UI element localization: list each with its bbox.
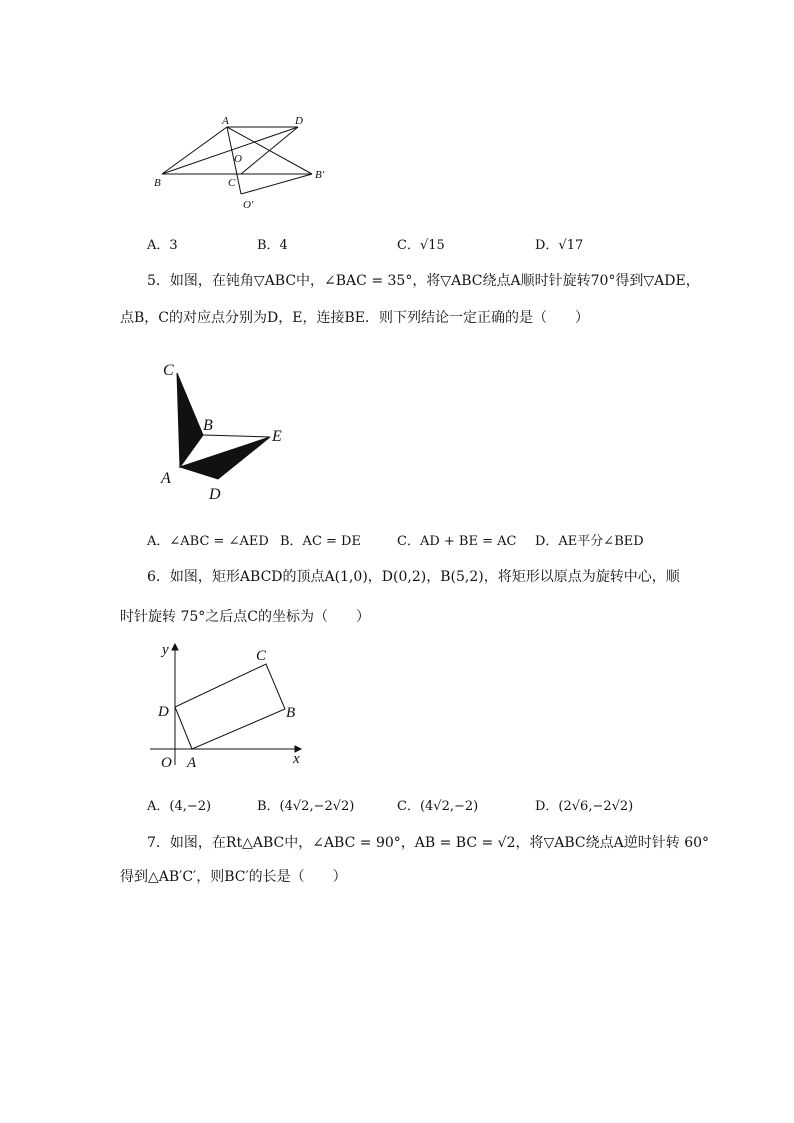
q5-label-B: B	[203, 417, 213, 434]
q6-axis-y: y	[162, 642, 169, 658]
q5-label-A: A	[161, 470, 171, 487]
q6-axis-x: x	[293, 751, 300, 767]
q5-figure	[155, 355, 295, 505]
q5-option-d: D．AE平分∠BED	[535, 534, 644, 549]
q4-label-O: O	[234, 153, 242, 165]
q5-option-a: A．∠ABC = ∠AED	[147, 534, 269, 549]
q6-label-O: O	[161, 755, 172, 770]
q6-option-a: A．(4,−2)	[147, 799, 212, 814]
q4-label-Oprime: O′	[243, 199, 254, 211]
q6-option-d: D．(2√6,−2√2)	[535, 799, 634, 814]
q6-label-C: C	[256, 648, 267, 664]
q6-label-B: B	[286, 705, 296, 721]
q7-line-1: 7．如图，在Rt△ABC中，∠ABC = 90°，AB = BC = √2，将▽ABC绕点A逆时针转 60°	[147, 835, 710, 851]
q4-option-a: A．3	[147, 238, 178, 253]
q6-line-1: 6．如图，矩形ABCD的顶点A(1,0)，D(0,2)，B(5,2)，将矩形以原点为旋转中心，顺	[147, 569, 680, 585]
q4-label-B: B	[154, 177, 161, 189]
q5-line-1: 5．如图，在钝角▽ABC中，∠BAC = 35°，将▽ABC绕点A顺时针旋转70°得到▽ADE，	[147, 273, 700, 289]
q5-option-c: C．AD + BE = AC	[397, 534, 517, 549]
q5-label-C: C	[163, 362, 174, 379]
q4-figure	[150, 110, 340, 215]
q5-line-2: 点B，C的对应点分别为D，E，连接BE．则下列结论一定正确的是（ ）	[120, 310, 589, 326]
q5-option-b: B．AC = DE	[280, 534, 361, 549]
q6-label-D: D	[158, 704, 169, 720]
q6-label-A: A	[187, 755, 197, 770]
q4-label-A: A	[222, 115, 229, 127]
q4-label-D: D	[295, 115, 303, 127]
q6-line-2: 时针旋转 75°之后点C的坐标为（ ）	[120, 609, 370, 625]
q4-option-b: B．4	[257, 238, 288, 253]
q6-option-c: C．(4√2,−2)	[397, 799, 479, 814]
q5-label-E: E	[272, 428, 282, 445]
q6-figure	[145, 640, 315, 770]
q4-label-C: C	[228, 177, 236, 189]
q4-option-c: C．√15	[397, 238, 445, 253]
q4-option-d: D．√17	[535, 238, 584, 253]
q5-label-D: D	[209, 486, 221, 503]
q7-line-2: 得到△AB′C′，则BC′的长是（ ）	[120, 869, 347, 885]
q6-option-b: B．(4√2,−2√2)	[257, 799, 355, 814]
q4-label-Bprime: B′	[315, 169, 325, 181]
